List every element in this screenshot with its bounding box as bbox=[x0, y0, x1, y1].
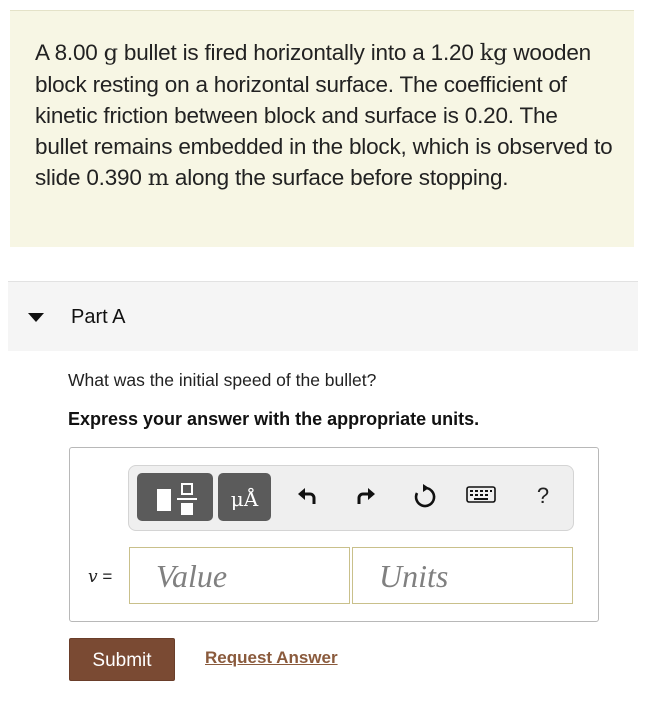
fraction-template-button[interactable] bbox=[137, 473, 213, 521]
undo-icon bbox=[295, 484, 319, 508]
problem-text-segment: wooden block resting on a horizontal surface. The coefficient of kinetic friction between block and surface is 0.20. The bullet remains embedded in the block, which is observed to slide 0.390 bbox=[35, 40, 613, 190]
problem-text-segment: A 8.00 bbox=[35, 40, 104, 65]
submit-button[interactable]: Submit bbox=[69, 638, 175, 681]
units-symbol-icon: μÅ bbox=[230, 487, 259, 511]
help-icon[interactable]: ? bbox=[536, 483, 550, 508]
equals-sign: = bbox=[97, 567, 113, 586]
instruction-text: Express your answer with the appropriate units. bbox=[68, 409, 480, 429]
variable-symbol: v bbox=[88, 567, 98, 587]
units-input[interactable] bbox=[352, 547, 573, 604]
units-symbol-button[interactable] bbox=[218, 473, 271, 521]
problem-text-segment: along the surface before stopping. bbox=[168, 165, 509, 190]
redo-button[interactable] bbox=[351, 480, 381, 516]
keyboard-icon bbox=[466, 484, 496, 504]
answer-box bbox=[69, 447, 599, 622]
keyboard-button[interactable] bbox=[465, 480, 497, 516]
value-placeholder: Value bbox=[156, 558, 228, 594]
unit-kilograms: kg bbox=[479, 40, 508, 66]
request-answer-link[interactable]: Request Answer bbox=[205, 648, 338, 667]
problem-text-segment: bullet is fired horizontally into a 1.20 bbox=[117, 40, 480, 65]
units-placeholder: Units bbox=[379, 558, 449, 594]
math-toolbar bbox=[128, 465, 574, 531]
problem-text bbox=[35, 37, 615, 194]
part-title: Part A bbox=[71, 306, 126, 328]
problem-statement-panel bbox=[10, 10, 634, 247]
value-input[interactable] bbox=[129, 547, 350, 604]
redo-icon bbox=[354, 484, 378, 508]
undo-button[interactable] bbox=[292, 480, 322, 516]
reset-icon bbox=[412, 484, 438, 510]
question-text: What was the initial speed of the bullet? bbox=[68, 370, 377, 390]
reset-button[interactable] bbox=[410, 480, 440, 516]
collapse-caret-icon[interactable] bbox=[28, 313, 44, 322]
part-a-header[interactable] bbox=[8, 281, 638, 351]
variable-label bbox=[88, 567, 112, 587]
unit-meters: m bbox=[147, 165, 169, 191]
unit-grams: g bbox=[103, 40, 118, 66]
